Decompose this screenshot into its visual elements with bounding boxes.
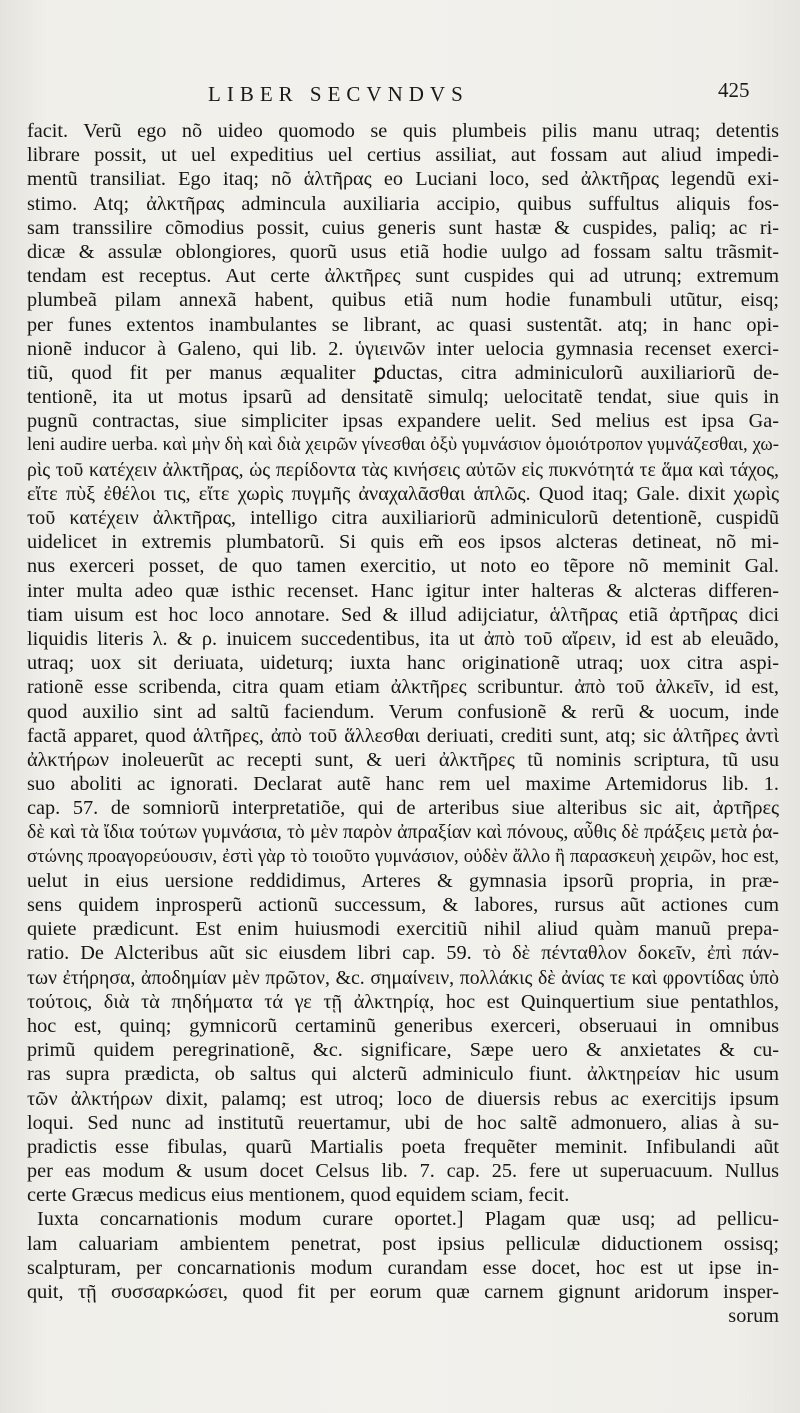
text-line: lam caluariam ambientem penetrat, post ipsius pelliculæ diductionem ossisq; — [27, 1232, 779, 1255]
text-line: scalpturam, per concarnationis modum curandam esse docet, hoc est ut ipse in- — [27, 1256, 779, 1279]
text-line: facit. Verũ ego nõ uideo quomodo se quis plumbeis pilis manu utraq; detentis — [27, 120, 779, 142]
greek-quote-line: των ἐτήρησα, ἀποδημίαν μὲν πρῶτον, &c. σημαίνειν, πολλάκις δὲ ἀνίας τε καὶ φροντίδας ὑπὸ — [27, 966, 779, 989]
text-line: quit, τῇ συσσαρκώσει, quod fit per eorum quæ carnem gignunt aridorum insper- — [27, 1281, 779, 1303]
text-line: uelut in eius uersione reddidimus, Arteres & gymnasia ipsorũ propria, in præ- — [27, 869, 779, 892]
text-line: librare possit, ut uel expeditius uel certius assiliat, aut fossam aut aliud impedi- — [27, 144, 779, 167]
text-line: per eas modum & usum docet Celsus lib. 7. cap. 25. fere ut superuacuum. Nullus — [27, 1160, 779, 1183]
text-line: dicæ & assulæ oblongiores, quorũ usus etiã hodie uulgo ad fossam saltu trãsmit- — [27, 240, 779, 263]
paragraph-end-line: certe Græcus medicus eius mentionem, quod equidem sciam, fecit. — [27, 1184, 570, 1207]
text-line: ratio. De Alcteribus aũt sic eiusdem libri cap. 59. τὸ δὲ πένταθλον δοκεῖν, ἐπὶ πάν- — [27, 942, 779, 965]
text-line: nus exerceri posset, de quo tamen exercitio, ut noto eo tẽpore nõ meminit Gal. — [27, 555, 779, 578]
text-line: tiam uisum est hoc loco annotare. Sed & illud adijciatur, ἁλτῆρας etiã ἀρτῆρας dici — [27, 603, 779, 626]
text-line: hoc est, quinq; gymnicorũ certaminũ generibus exerceri, obseruaui in omnibus — [27, 1014, 779, 1037]
text-line: sens quidem inprosperũ actionũ successum, & labores, rursus aũt actiones cum — [27, 894, 779, 916]
text-line: quiete prædicunt. Est enim huiusmodi exercitiũ nihil aliud quàm manuũ prepa- — [27, 918, 779, 941]
text-line: mentũ transiliat. Ego itaq; nõ ἁλτῆρας eo Luciani loco, sed ἀλκτῆρας legendũ exi- — [27, 168, 779, 191]
greek-quote-line: leni audire uerba. καὶ μὴν δὴ καὶ διὰ χειρῶν γίνεσθαι ὀξὺ γυμνάσιον ὁμοιότροπον γυμνάζεσθαι, χω- — [27, 434, 779, 456]
text-line: per funes extentos inambulantes se librant, ac quasi sustentãt. atq; in hanc opi- — [27, 313, 779, 336]
greek-quote-line: ρὶς τοῦ κατέχειν ἀλκτῆρας, ὡς περίδοντα τὰς κινήσεις αὐτῶν εἰς πυκνότητά τε ἅμα καὶ τάχος, — [27, 458, 779, 481]
text-line: τῶν ἀλκτήρων dixit, palamq; est utroq; loco de diuersis rebus ac exercitijs ipsum — [27, 1087, 779, 1110]
greek-quote-line: τούτοις, διὰ τὰ πηδήματα τά γε τῇ ἀλκτηρίᾳ, hoc est Quinquertium siue pentathlos, — [27, 990, 779, 1013]
text-line: suo aboliti ac ignorati. Declarat autẽ hanc rem uel maxime Artemidorus lib. 1. — [27, 773, 779, 796]
text-line: sam transsilire cõmodius possit, cuius generis sunt hastæ & cuspides, paliq; ac ri- — [27, 216, 779, 239]
text-line: primũ quidem peregrinationẽ, &c. significare, Sæpe uero & anxietates & cu- — [27, 1039, 779, 1062]
text-line: liquidis literis λ. & ρ. inuicem succedentibus, ita ut ἀπὸ τοῦ αἴρειν, id est ab eleuãdo, — [27, 627, 779, 650]
running-head: LIBER SECVNDVS — [208, 82, 469, 106]
text-line: factã apparet, quod ἁλτῆρες, ἀπὸ τοῦ ἅλλεσθαι deriuati, crediti sunt, atq; sic ἁλτῆρες ἀντὶ — [27, 724, 779, 747]
greek-quote-line: εἴτε πὺξ ἐθέλοι τις, εἴτε χωρὶς πυγμῆς ἀναχαλᾶσθαι ἁπλῶς. Quod itaq; Gale. dixit χωρὶς — [27, 482, 779, 505]
text-line: utraq; uox sit deriuata, uideturq; iuxta hanc originationẽ utraq; uox citra aspi- — [27, 652, 779, 675]
text-line: τοῦ κατέχειν ἀλκτῆρας, intelligo citra auxiliariorũ adminiculorũ detentionẽ, cuspidũ — [27, 507, 779, 529]
text-line: rationẽ esse scribenda, citra quam etiam ἀλκτῆρες scribuntur. ἀπὸ τοῦ ἀλκεῖν, id est, — [27, 676, 779, 699]
text-line: pradictis esse fibulas, quarũ Martialis poeta frequẽter meminit. Infibulandi aũt — [27, 1135, 779, 1158]
text-line: loqui. Sed nunc ad institutũ reuertamur, ubi de hoc saltẽ admonuero, alias à su- — [27, 1111, 779, 1134]
text-line: inter multa adeo quæ isthic recenset. Hanc igitur inter halteras & alcteras differen- — [27, 579, 779, 602]
text-line: pugnũ contractas, siue simpliciter ipsas expandere uelit. Sed melius est ipsa Ga- — [27, 410, 779, 433]
body-text — [27, 119, 779, 1328]
text-line: quod auxilio sint ad saltũ faciendum. Verum confusionẽ & rerũ & uocum, inde — [27, 700, 779, 723]
page-number: 425 — [718, 78, 750, 102]
lemma-line: Iuxta concarnationis modum curare oportet.] Plagam quæ usq; ad pellicu- — [37, 1208, 779, 1231]
catchword: sorum — [728, 1305, 779, 1328]
text-line: tendam est receptus. Aut certe ἀλκτῆρες sunt cuspides qui ad utrunq; extremum — [27, 265, 779, 288]
text-line: ras supra prædicta, ob saltus qui alcterũ adminiculo fiunt. ἀλκτηρείαν hic usum — [27, 1063, 779, 1086]
text-line: nionẽ inducor à Galeno, qui lib. 2. ὑγιεινῶν inter uelocia gymnasia recenset exerci- — [27, 337, 779, 360]
text-line: uidelicet in extremis plumbatorũ. Si quis em̃ eos ipsos alcteras detineat, nõ mi- — [27, 531, 779, 554]
text-line: ἀλκτήρων inoleuerũt ac recepti sunt, & ueri ἀλκτῆρες tũ nominis scriptura, tũ usu — [27, 748, 779, 771]
greek-quote-line: στώνης προαγορεύουσιν, ἐστὶ γὰρ τὸ τοιοῦτο γυμνάσιον, οὐδὲν ἄλλο ἢ παρασκευὴ χειρῶν, hoc est, — [27, 845, 779, 867]
greek-quote-line: δὲ καὶ τὰ ἴδια τούτων γυμνάσια, τὸ μὲν παρὸν ἀπραξίαν καὶ πόνους, αὖθις δὲ πράξεις μετὰ ῥα- — [27, 821, 779, 844]
text-line: stimo. Atq; ἀλκτῆρας admincula auxiliaria accipio, quibus suffultus aliquis fos- — [27, 192, 779, 215]
text-line: tentionẽ, ita ut motus ipsarũ ad densitatẽ simulq; uelocitatẽ tendat, siue quis in — [27, 386, 779, 409]
text-line: cap. 57. de somniorũ interpretatiõe, qui de arteribus siue alteribus sic ait, ἀρτῆρες — [27, 797, 779, 820]
text-line: plumbeã pilam annexã habent, quibus etiã num hodie funambuli utũtur, eisq; — [27, 289, 779, 312]
text-line: tiũ, quod fit per manus æqualiter ꝑductas, citra adminiculorũ auxiliariorũ de- — [27, 361, 779, 384]
